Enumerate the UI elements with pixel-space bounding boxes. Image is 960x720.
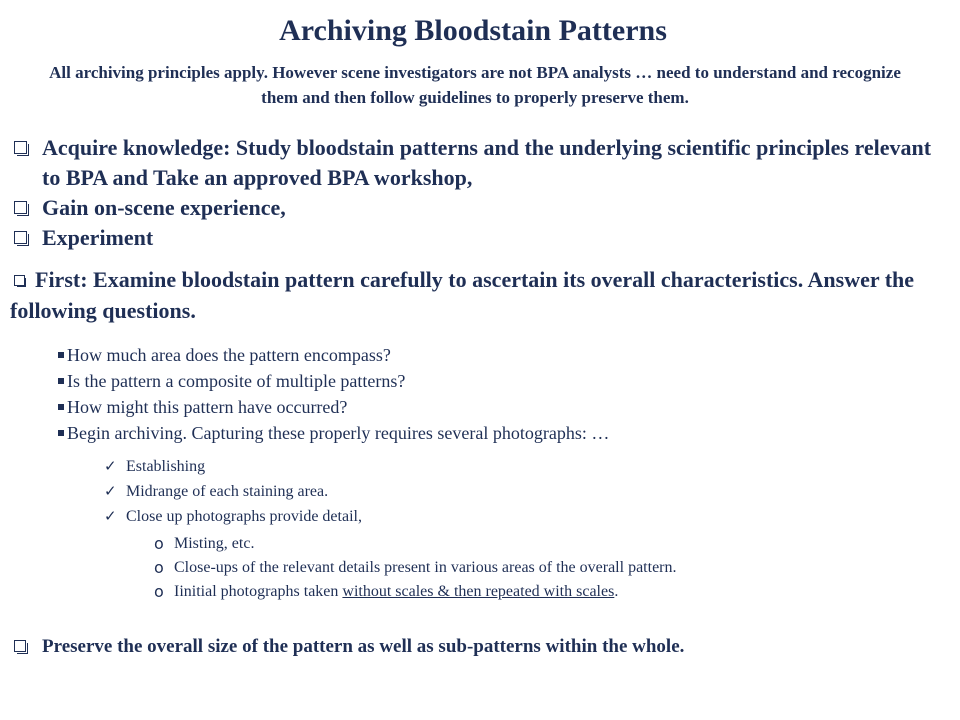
square-bullet-icon [58, 352, 64, 358]
photo-type-text: Midrange of each staining area. [126, 483, 329, 500]
checkmark-icon: ✓ [104, 457, 117, 475]
list-item [58, 394, 918, 420]
square-bullet-icon [58, 378, 64, 384]
checkmark-icon: ✓ [104, 507, 117, 525]
checkbox-bullet-icon [14, 141, 27, 154]
small-checkbox-bullet-icon [14, 275, 25, 286]
photograph-type-list [104, 454, 924, 529]
list-item [58, 342, 918, 368]
detail-list [152, 532, 922, 604]
checkmark-icon: ✓ [104, 482, 117, 500]
list-item [58, 420, 918, 446]
question-list [58, 342, 918, 446]
question-text: How much area does the pattern encompass? [67, 345, 391, 365]
bullet-text: Experiment [42, 225, 154, 250]
checkbox-bullet-icon [14, 201, 27, 214]
first-step-text: First: Examine bloodstain pattern carefully to ascertain its overall characteristics. Answer the following questions. [10, 267, 915, 323]
list-item [152, 532, 922, 556]
underlined-text: without scales & then repeated with scales [342, 583, 615, 600]
bullet-experiment [10, 223, 940, 253]
detail-text: Misting, etc. [174, 535, 255, 552]
detail-text: Close-ups of the relevant details present in various areas of the overall pattern. [174, 559, 677, 576]
first-step-paragraph [10, 264, 940, 326]
photo-type-text: Close up photographs provide detail, [126, 508, 362, 525]
detail-text: Iinitial photographs taken [174, 583, 343, 600]
bullet-gain-experience [10, 193, 940, 223]
circle-bullet-icon: o [154, 582, 164, 601]
checkbox-bullet-icon [14, 640, 26, 652]
photo-type-text: Establishing [126, 458, 206, 475]
square-bullet-icon [58, 404, 64, 410]
list-item [104, 504, 924, 529]
circle-bullet-icon: o [154, 558, 164, 577]
main-bullet-list [10, 133, 940, 253]
circle-bullet-icon: o [154, 534, 164, 553]
bullet-text: Acquire knowledge: Study bloodstain patterns and the underlying scientific principles relevant to BPA and Take an approved BPA workshop, [42, 135, 932, 190]
question-text: How might this pattern have occurred? [67, 397, 348, 417]
slide-subtitle: All archiving principles apply. However scene investigators are not BPA analysts … need to understand and recognize them and then follow guidelines to properly preserve them. [49, 63, 901, 107]
slide-title: Archiving Bloodstain Patterns [279, 14, 667, 47]
list-item [58, 368, 918, 394]
final-bullet [10, 634, 940, 660]
bullet-text: Gain on-scene experience, [42, 195, 286, 220]
question-text: Is the pattern a composite of multiple patterns? [67, 371, 406, 391]
list-item [152, 556, 922, 580]
list-item [104, 454, 924, 479]
square-bullet-icon [58, 430, 64, 436]
list-item [104, 479, 924, 504]
checkbox-bullet-icon [14, 231, 27, 244]
list-item [152, 580, 922, 604]
final-bullet-text: Preserve the overall size of the pattern as well as sub-patterns within the whole. [42, 636, 685, 657]
detail-suffix: . [614, 583, 619, 600]
question-text: Begin archiving. Capturing these properly requires several photographs: … [67, 423, 610, 443]
bullet-acquire-knowledge [10, 133, 940, 193]
